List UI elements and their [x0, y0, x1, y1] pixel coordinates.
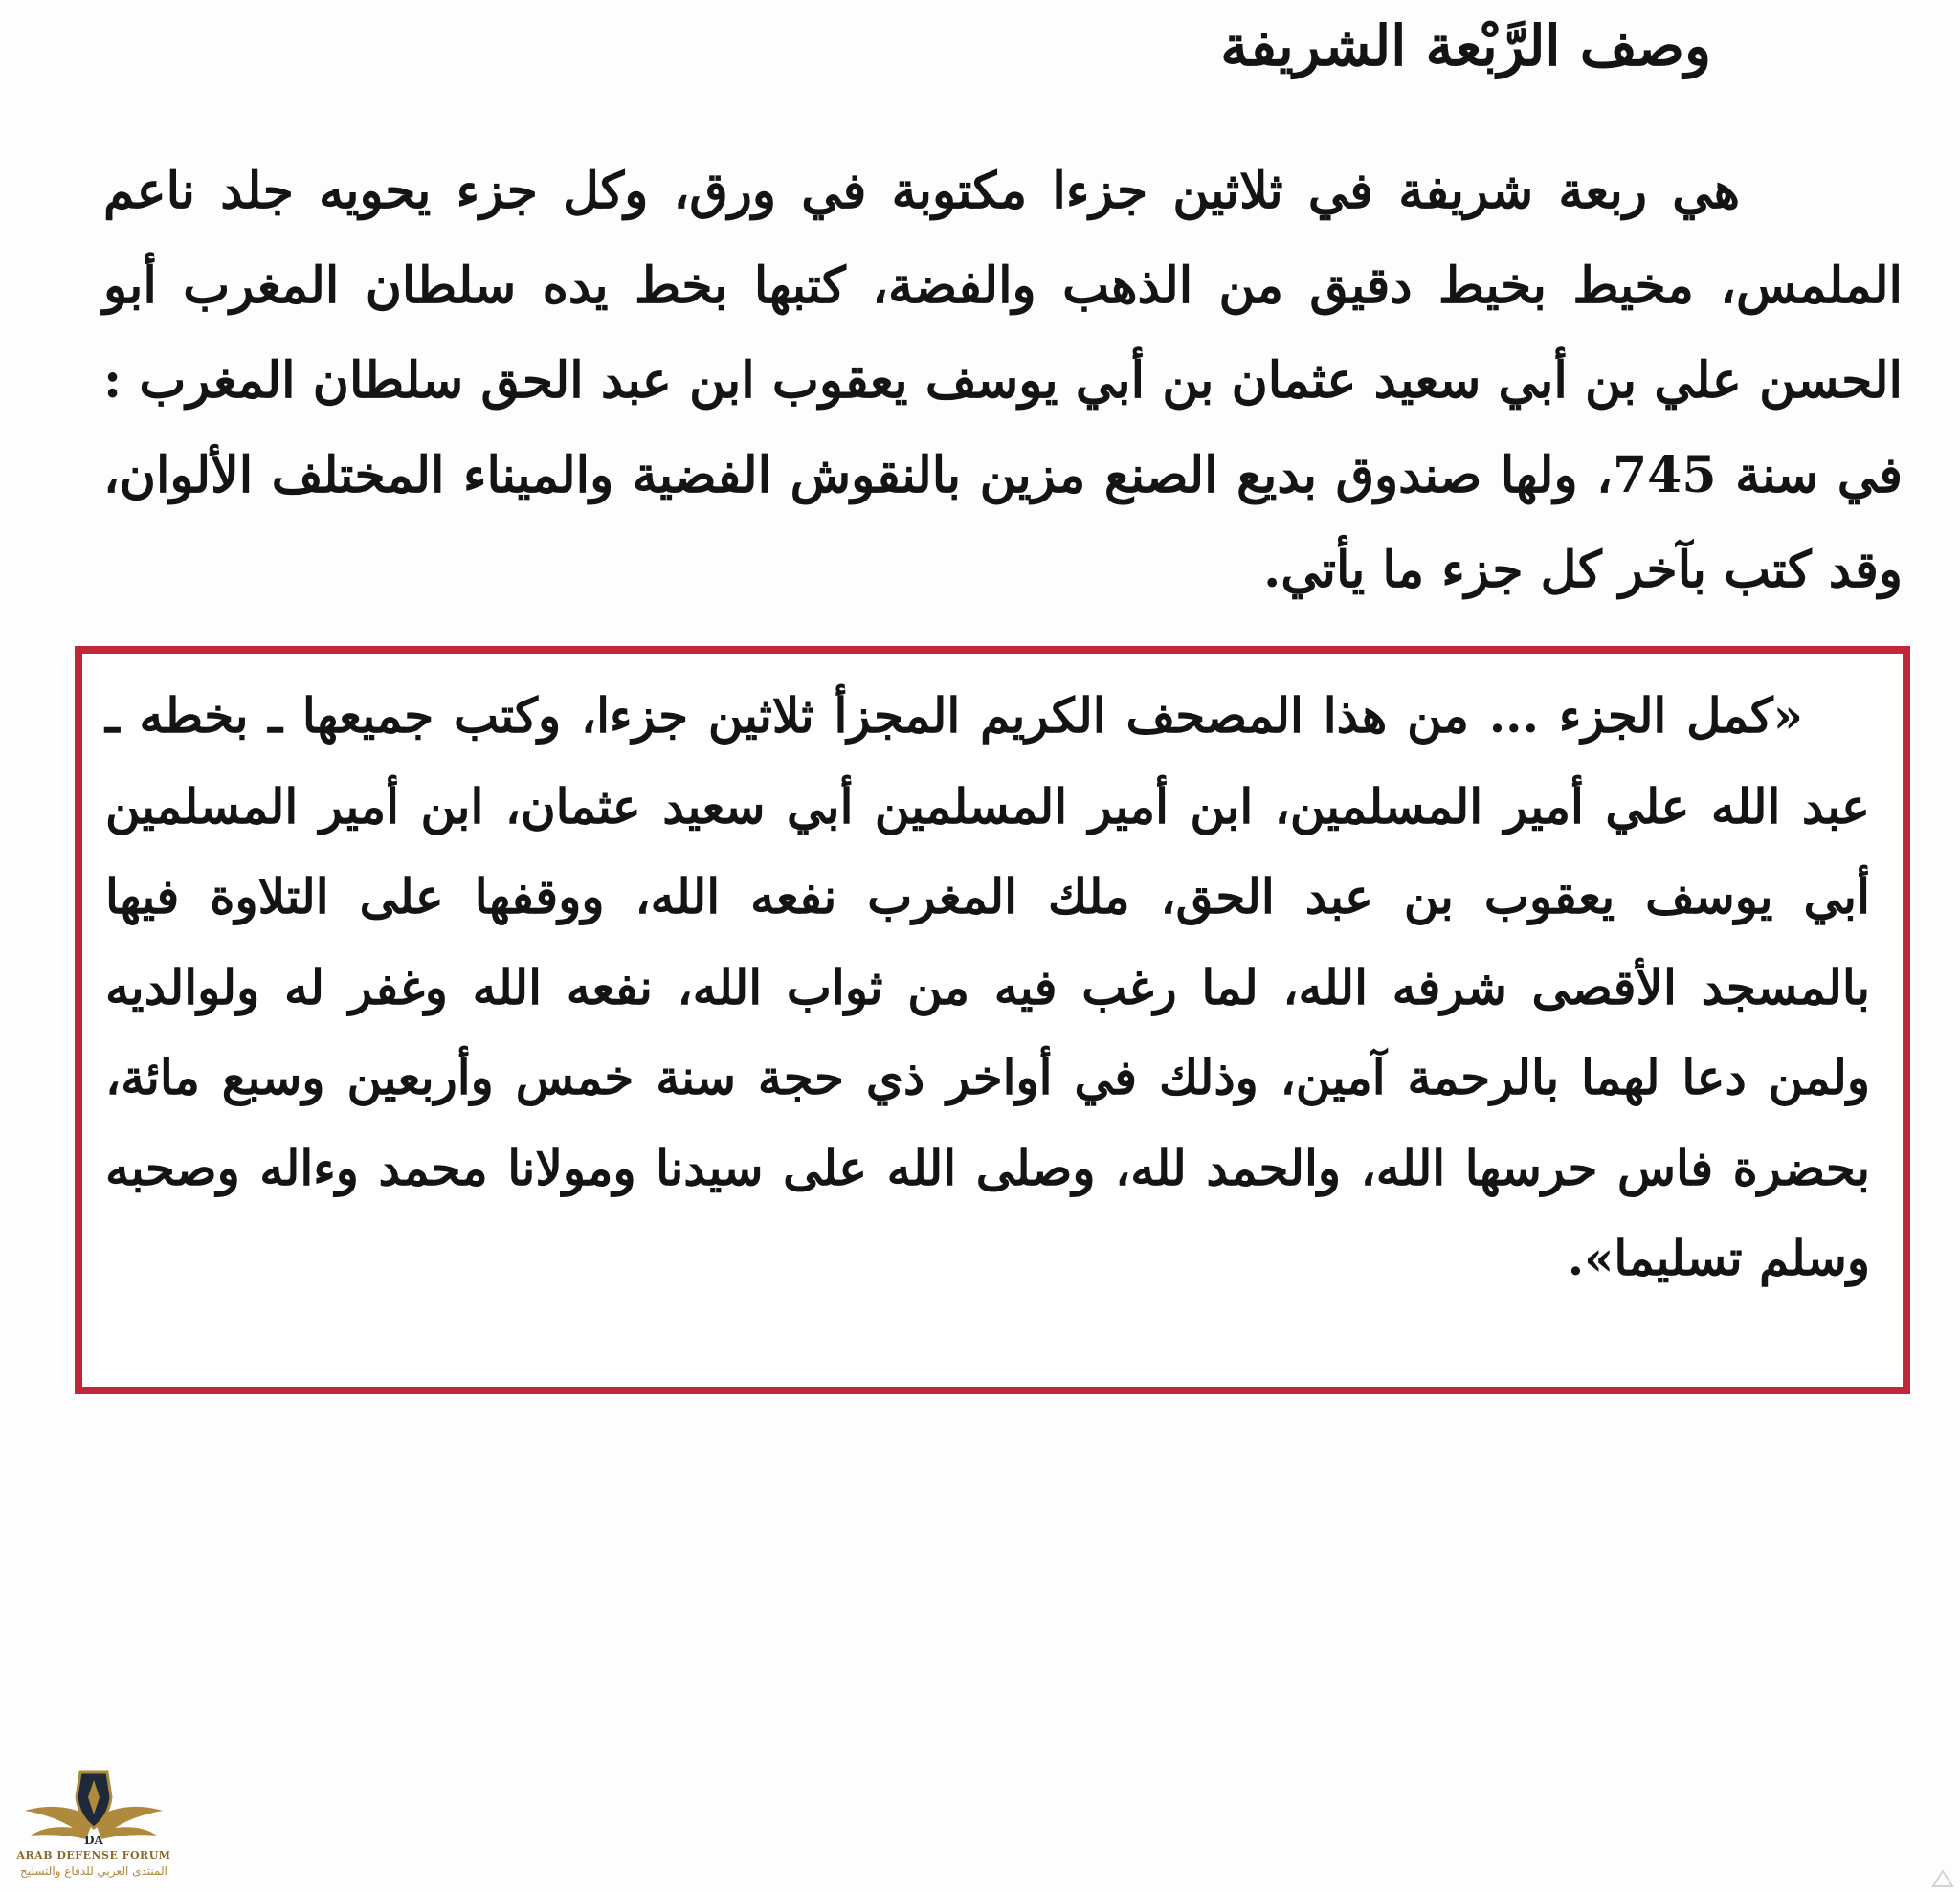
- forum-name-arabic: المنتدى العربي للدفاع والتسليح: [20, 1864, 167, 1878]
- section-title: وصف الرَّبْعة الشريفة: [1220, 13, 1711, 78]
- forum-monogram: DA: [84, 1834, 103, 1845]
- quoted-inscription-paragraph: «كمل الجزء ... من هذا المصحف الكريم المجزأ ثلاثين جزءا، وكتب جميعها ـ بخطه ـ عبد الله علي أمير المسلمين، ابن أمير المسلمين أبي سعيد عثمان، ابن أمير المسلمين أبي يوسف يعقوب بن عبد الحق، ملك المغرب نفعه الله، ووقفها على التلاوة فيها بالمسجد الأقصى شرفه الله، لما رغب فيه من ثواب الله، نفعه الله وغفر له ولوالديه ولمن دعا لهما بالرحمة آمين، وذلك في أواخر ذي حجة سنة خمس وأربعين وسبع مائة، بحضرة فاس حرسها الله، والحمد لله، وصلى الله على سيدنا ومولانا محمد وءاله وصحبه وسلم تسليما».: [105, 687, 1870, 1286]
- forum-logo-icon: [17, 1769, 170, 1845]
- corner-scan-mark-icon: [1931, 1867, 1954, 1888]
- intro-paragraph: هي ربعة شريفة في ثلاثين جزءا مكتوبة في ورق، وكل جزء يحويه جلد ناعم الملمس، مخيط بخيط دقيق من الذهب والفضة، كتبها بخط يده سلطان المغرب أبو الحسن علي بن أبي سعيد عثمان بن أبي يوسف يعقوب ابن عبد الحق سلطان المغرب : في سنة 745، ولها صندوق بديع الصنع مزين بالنقوش الفضية والميناء المختلف الألوان، وقد كتب بآخر كل جزء ما يأتي.: [103, 162, 1904, 599]
- highlighted-quote-box: [75, 646, 1910, 1394]
- forum-name-english: ARAB DEFENSE FORUM: [16, 1849, 171, 1861]
- forum-watermark: [8, 1769, 180, 1888]
